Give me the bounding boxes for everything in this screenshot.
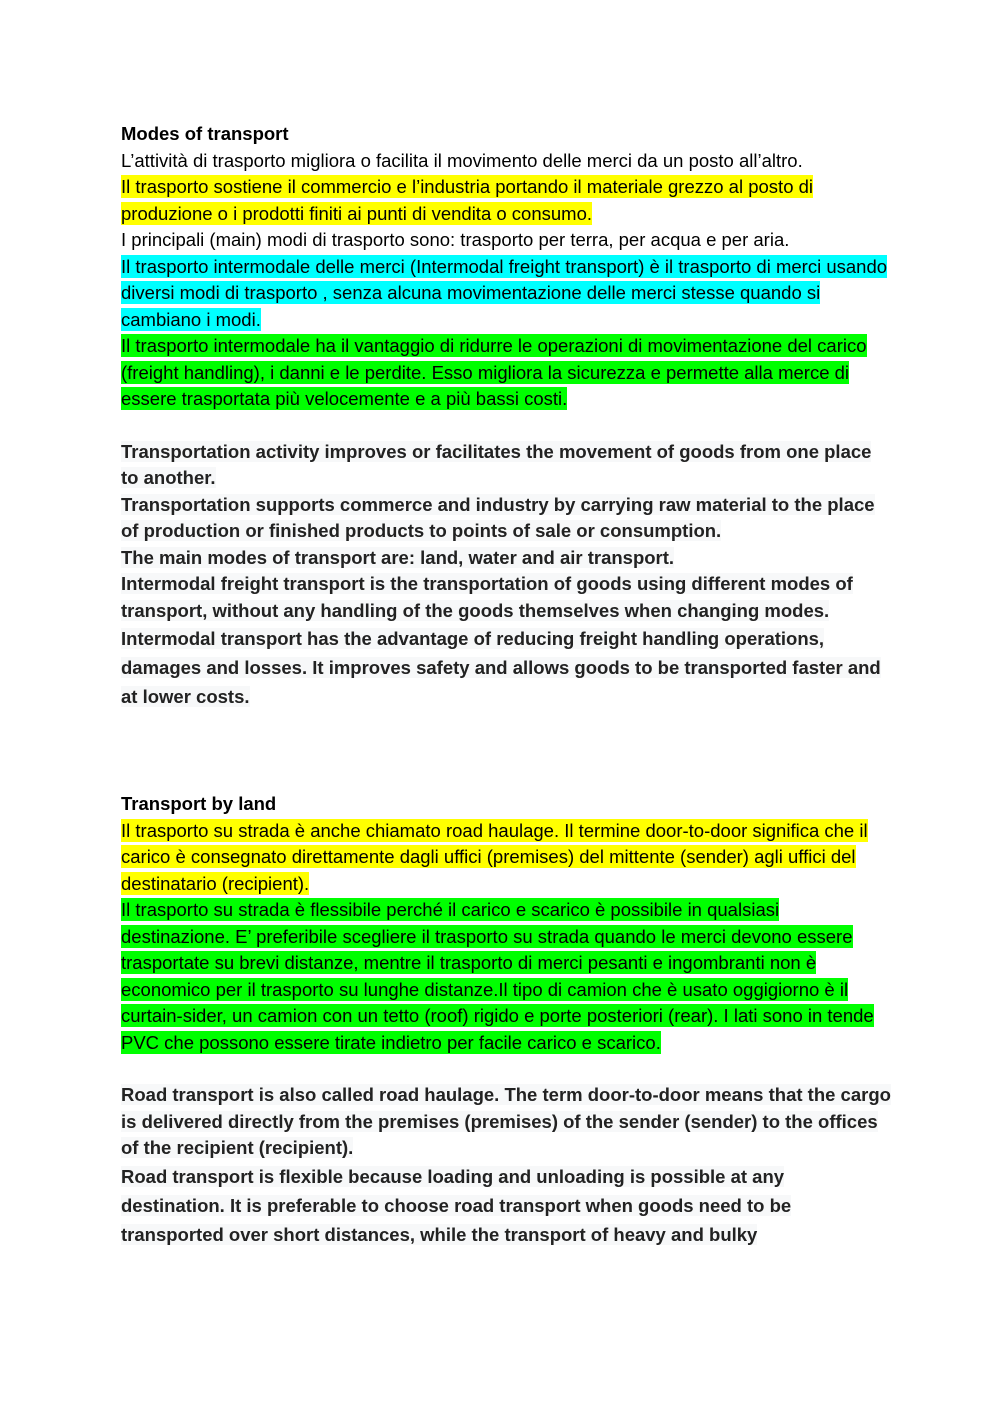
italian-paragraph-highlighted-yellow: Il trasporto sostiene il commercio e l’industria portando il materiale grezzo al posto di produzione o i prodotti finiti ai punti di vendita o consumo.: [121, 176, 814, 224]
spacer: [121, 413, 891, 439]
italian-paragraph-highlighted-yellow: Il trasporto su strada è anche chiamato road haulage. Il termine door-to-door significa che il carico è consegnato direttamente dagli uffici (premises) del mittente (sender) agli uffici del destinatario (recipient).: [121, 819, 868, 894]
italian-paragraph-highlighted-cyan: Il trasporto intermodale delle merci (Intermodal freight transport) è il trasporto di merci usando diversi modi di trasporto , senza alcuna movimentazione delle merci stesse quando si cambiano i modi.: [121, 255, 888, 330]
english-paragraph: Intermodal transport has the advantage of reducing freight handling operations, damages and losses. It improves safety and allows goods to be transported faster and at lower costs.: [121, 628, 881, 707]
document-content: [121, 121, 891, 1249]
english-paragraph: Intermodal freight transport is the transportation of goods using different modes of transport, without any handling of the goods themselves when changing modes.: [121, 573, 853, 621]
italian-paragraph: L’attività di trasporto migliora o facilita il movimento delle merci da un posto all’altro.: [121, 149, 803, 171]
english-paragraph: Transportation activity improves or facilitates the movement of goods from one place to another.: [121, 440, 872, 488]
section-title-modes-of-transport: Modes of transport: [121, 123, 289, 144]
italian-paragraph-highlighted-green: Il trasporto intermodale ha il vantaggio di ridurre le operazioni di movimentazione del carico (freight handling), i danni e le perdite. Esso migliora la sicurezza e permette alla merce di essere trasportata più velocemente e a più bassi costi.: [121, 335, 867, 409]
italian-paragraph-highlighted-green: Il trasporto su strada è flessibile perché il carico e scarico è possibile in qualsiasi destinazione. E’ preferibile scegliere il trasporto su strada quando le merci devono essere trasportate su brevi distanze, mentre il trasporto di merci pesanti e ingombranti non è economico per il trasporto su lunghe distanze.Il tipo di camion che è usato oggigiorno è il curtain-sider, un camion con un tetto (roof) rigido e porte posteriori (rear). I lati sono in tende PVC che possono essere tirate indietro per facile carico e scarico.: [121, 899, 874, 1053]
spacer: [121, 711, 891, 791]
english-paragraph: Road transport is also called road haulage. The term door-to-door means that the cargo is delivered directly from the premises (premises) of the sender (sender) to the offices of the recipient (recipient).: [121, 1084, 891, 1158]
italian-paragraph: I principali (main) modi di trasporto sono: trasporto per terra, per acqua e per aria.: [121, 229, 790, 250]
spacer: [121, 1056, 891, 1082]
english-paragraph: Transportation supports commerce and industry by carrying raw material to the place of production or finished products to points of sale or consumption.: [121, 493, 875, 541]
english-paragraph: The main modes of transport are: land, water and air transport.: [121, 546, 675, 568]
section-title-transport-by-land: Transport by land: [121, 793, 277, 814]
english-paragraph: Road transport is flexible because loading and unloading is possible at any destination. It is preferable to choose road transport when goods need to be transported over short distances, while the transport of heavy and bulky: [121, 1165, 792, 1245]
